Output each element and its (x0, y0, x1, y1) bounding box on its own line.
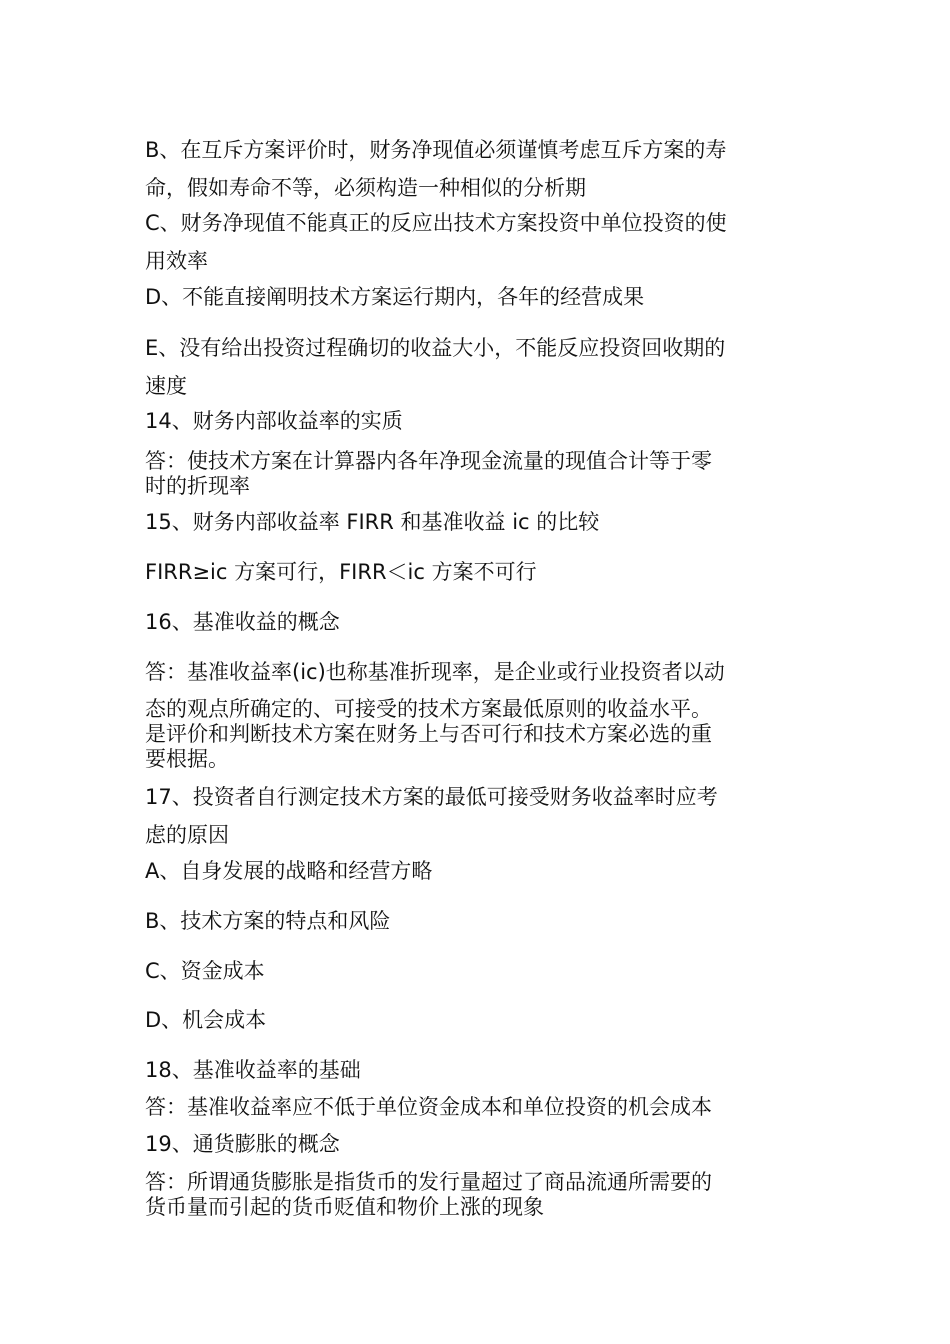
text-line: B、技术方案的特点和风险 (145, 909, 391, 933)
text-line: C、财务净现值不能真正的反应出技术方案投资中单位投资的使 (145, 211, 727, 235)
text-line: 答：所谓通货膨胀是指货币的发行量超过了商品流通所需要的 (145, 1170, 712, 1194)
text-line: 虑的原因 (145, 823, 229, 847)
text-line: 答：基准收益率应不低于单位资金成本和单位投资的机会成本 (145, 1095, 712, 1119)
answer-17-option-d (145, 1001, 810, 1039)
text-line: FIRR≥ic 方案可行，FIRR＜ic 方案不可行 (145, 560, 537, 584)
text-line: A、自身发展的战略和经营方略 (145, 859, 433, 883)
text-line: E、没有给出投资过程确切的收益大小，不能反应投资回收期的 (145, 336, 726, 360)
text-line: B、在互斥方案评价时，财务净现值必须谨慎考虑互斥方案的寿 (145, 138, 727, 162)
answer-19 (145, 1170, 810, 1220)
text-line: 答：使技术方案在计算器内各年净现金流量的现值合计等于零 (145, 449, 712, 473)
text-line: 19、通货膨胀的概念 (145, 1132, 340, 1156)
text-line: 时的折现率 (145, 474, 250, 498)
text-line: 16、基准收益的概念 (145, 610, 340, 634)
paragraph-option-d-npv (145, 278, 810, 316)
answer-17-option-b (145, 902, 810, 940)
text-line: 17、投资者自行测定技术方案的最低可接受财务收益率时应考 (145, 785, 718, 809)
text-line: 要根据。 (145, 747, 229, 771)
text-line: 用效率 (145, 249, 208, 273)
text-line: 18、基准收益率的基础 (145, 1058, 361, 1082)
question-19 (145, 1125, 810, 1163)
answer-14 (145, 449, 810, 499)
text-line: 14、财务内部收益率的实质 (145, 409, 403, 433)
text-line: 货币量而引起的货币贬值和物价上涨的现象 (145, 1195, 544, 1219)
answer-18 (145, 1088, 810, 1126)
text-line: 是评价和判断技术方案在财务上与否可行和技术方案必选的重 (145, 722, 712, 746)
paragraph-option-e-npv (145, 329, 810, 405)
answer-16-line-1 (145, 653, 810, 691)
answer-16-continued (145, 697, 810, 772)
question-18 (145, 1051, 810, 1089)
paragraph-option-c-npv (145, 204, 810, 280)
answer-15 (145, 553, 810, 591)
question-14 (145, 402, 810, 440)
question-15 (145, 503, 810, 541)
text-line: D、机会成本 (145, 1008, 267, 1032)
answer-17-option-c (145, 952, 810, 990)
text-line: 态的观点所确定的、可接受的技术方案最低原则的收益水平。 (145, 697, 712, 721)
text-line: D、不能直接阐明技术方案运行期内，各年的经营成果 (145, 285, 645, 309)
text-line: C、资金成本 (145, 959, 265, 983)
text-line: 答：基准收益率(ic)也称基准折现率，是企业或行业投资者以动 (145, 660, 725, 684)
question-17 (145, 778, 810, 854)
paragraph-option-b-npv (145, 131, 810, 207)
question-16 (145, 603, 810, 641)
text-line: 15、财务内部收益率 FIRR 和基准收益 ic 的比较 (145, 510, 600, 534)
text-line: 命，假如寿命不等，必须构造一种相似的分析期 (145, 176, 586, 200)
answer-17-option-a (145, 852, 810, 890)
text-line: 速度 (145, 374, 187, 398)
